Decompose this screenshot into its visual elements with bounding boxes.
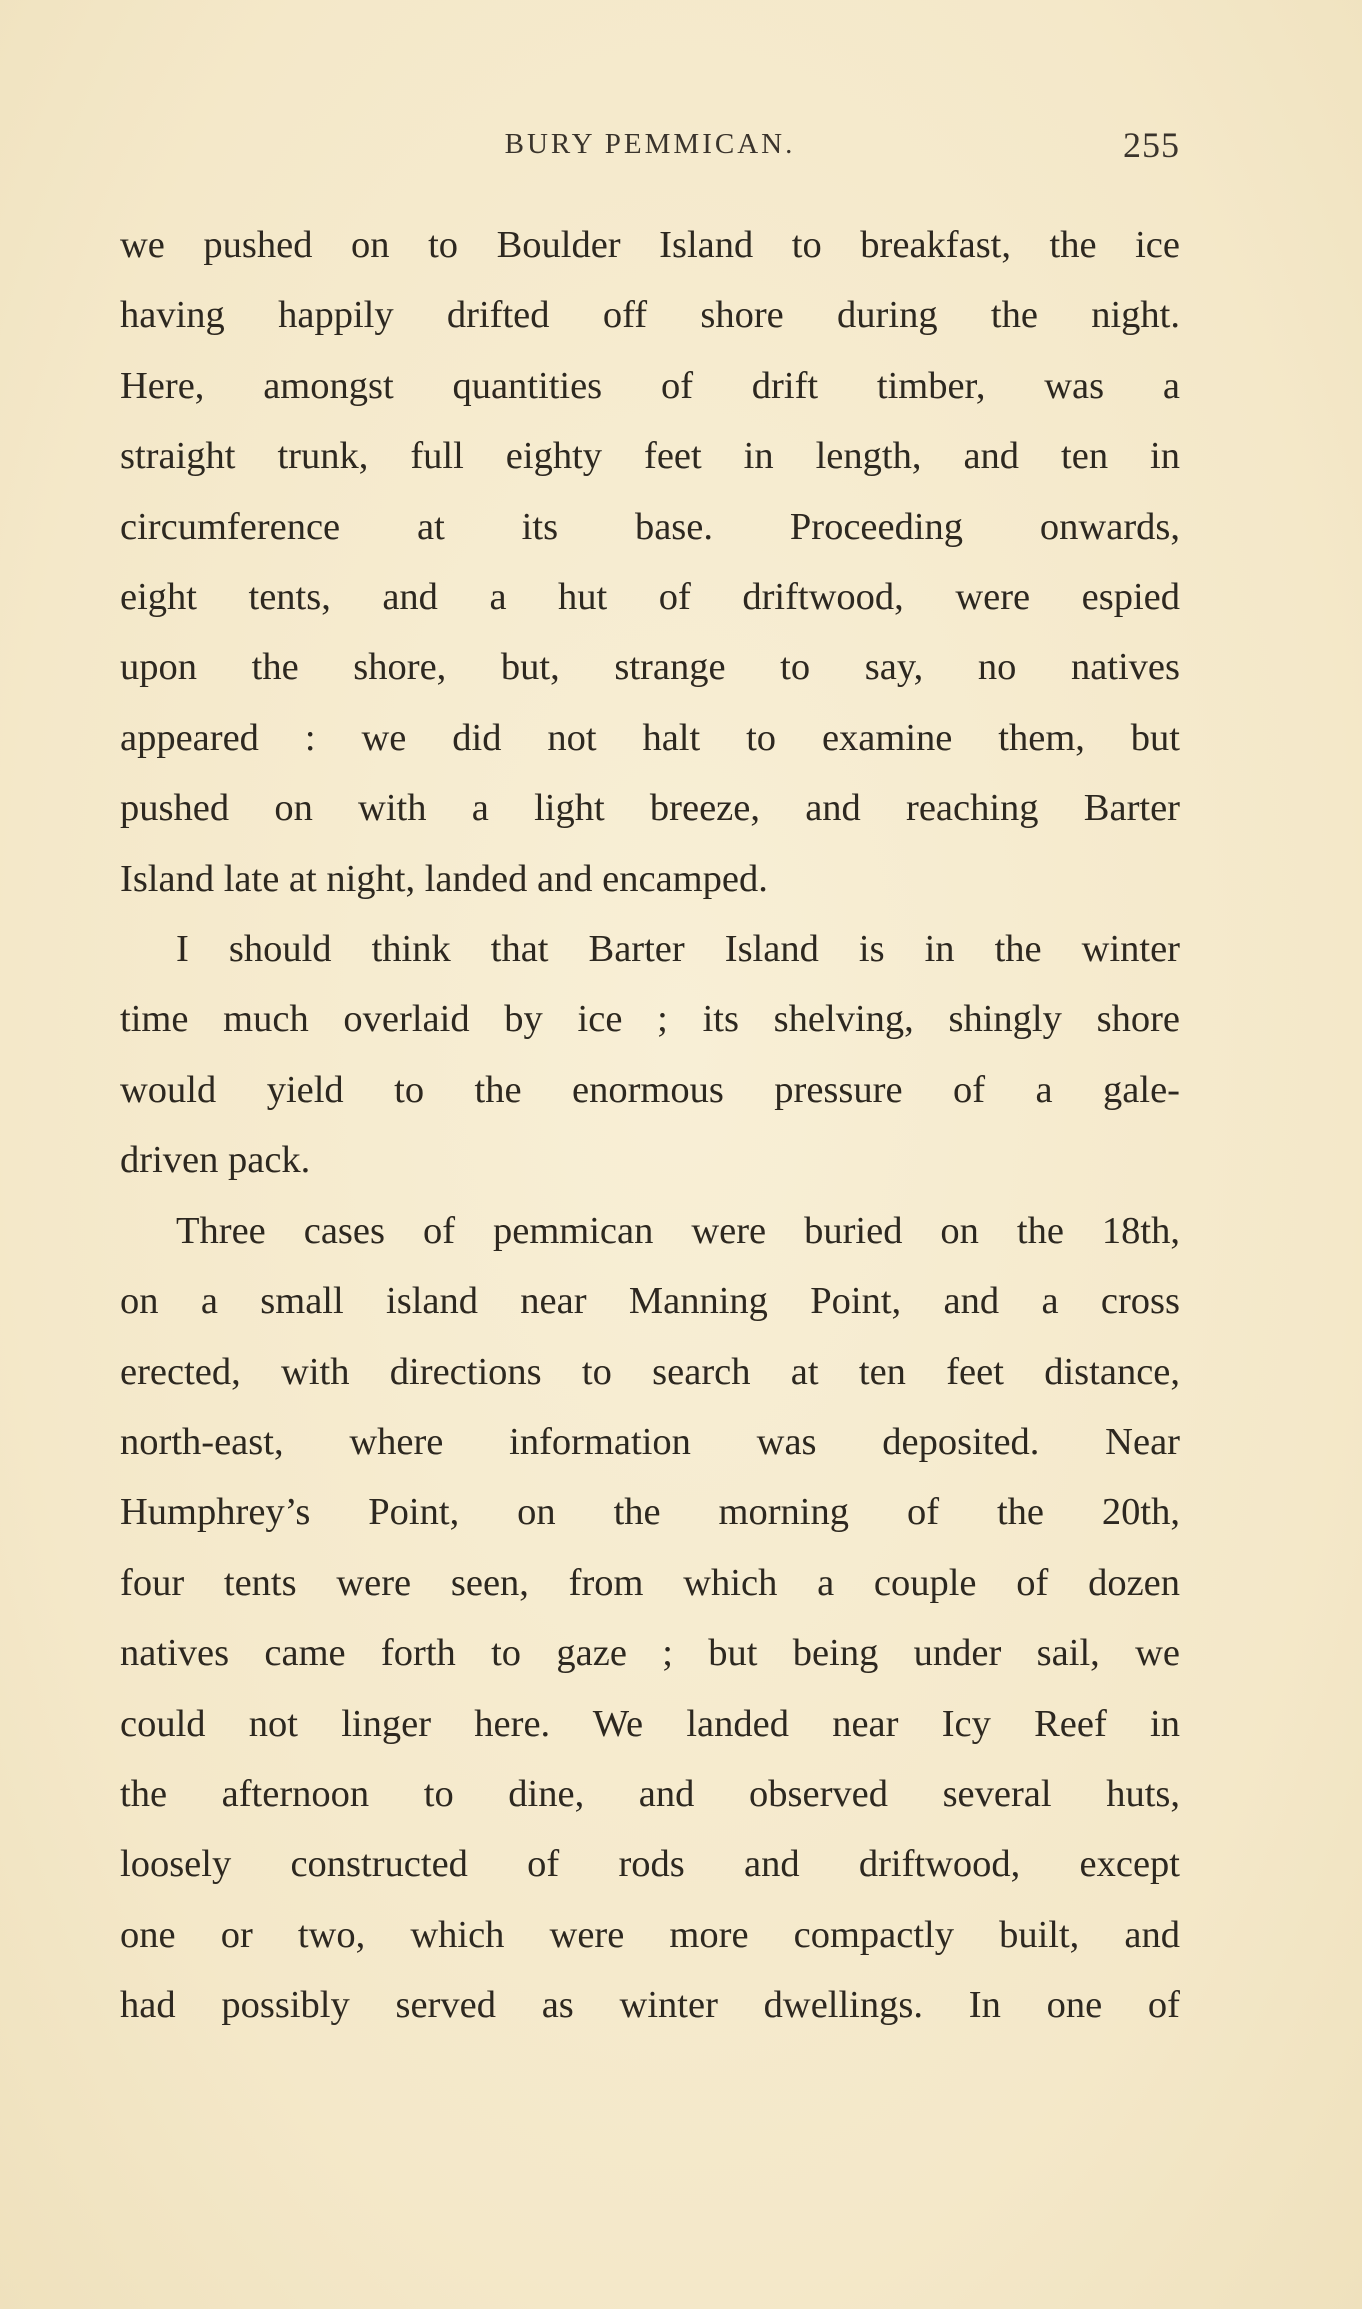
running-title: BURY PEMMICAN. — [504, 128, 796, 160]
text-line: Humphrey’s Point, on the morning of the 20th, — [120, 1491, 1180, 1534]
text-line: straight trunk, full eighty feet in length, and ten in — [120, 435, 1180, 478]
text-line: driven pack. — [120, 1139, 311, 1182]
text-line: time much overlaid by ice ; its shelving, shingly shore — [120, 998, 1180, 1041]
paragraph-1 — [120, 210, 1180, 914]
text-line: four tents were seen, from which a couple of dozen — [120, 1561, 1180, 1604]
page-number: 255 — [1123, 125, 1180, 165]
paragraph-2 — [120, 914, 1180, 1196]
text-line: erected, with directions to search at ten feet distance, — [120, 1350, 1180, 1393]
text-line: having happily drifted off shore during the night. — [120, 294, 1180, 337]
running-head — [120, 125, 1180, 172]
text-line: pushed on with a light breeze, and reaching Barter — [120, 787, 1180, 830]
text-line: the afternoon to dine, and observed several huts, — [120, 1772, 1180, 1815]
paragraph-3 — [120, 1196, 1180, 2041]
text-line: north-east, where information was deposited. Near — [120, 1420, 1180, 1463]
text-line: Three cases of pemmican were buried on the 18th, — [176, 1209, 1180, 1252]
text-line: upon the shore, but, strange to say, no natives — [120, 646, 1180, 689]
text-line: had possibly served as winter dwellings. In one of — [120, 1984, 1180, 2027]
text-line: could not linger here. We landed near Icy Reef in — [120, 1702, 1180, 1745]
text-line: eight tents, and a hut of driftwood, were espied — [120, 576, 1180, 619]
text-line: I should think that Barter Island is in the winter — [176, 928, 1180, 971]
text-line: appeared : we did not halt to examine them, but — [120, 716, 1180, 759]
text-line: circumference at its base. Proceeding onwards, — [120, 505, 1180, 548]
text-line: would yield to the enormous pressure of a gale- — [120, 1068, 1180, 1111]
text-line: we pushed on to Boulder Island to breakfast, the ice — [120, 224, 1180, 266]
text-line: loosely constructed of rods and driftwood, except — [120, 1843, 1180, 1886]
text-line: one or two, which were more compactly built, and — [120, 1913, 1180, 1956]
text-line: Island late at night, landed and encamped. — [120, 857, 768, 900]
text-line: natives came forth to gaze ; but being under sail, we — [120, 1632, 1180, 1675]
text-line: on a small island near Manning Point, and a cross — [120, 1280, 1180, 1323]
body-text — [120, 210, 1180, 2041]
text-line: Here, amongst quantities of drift timber, was a — [120, 364, 1180, 407]
